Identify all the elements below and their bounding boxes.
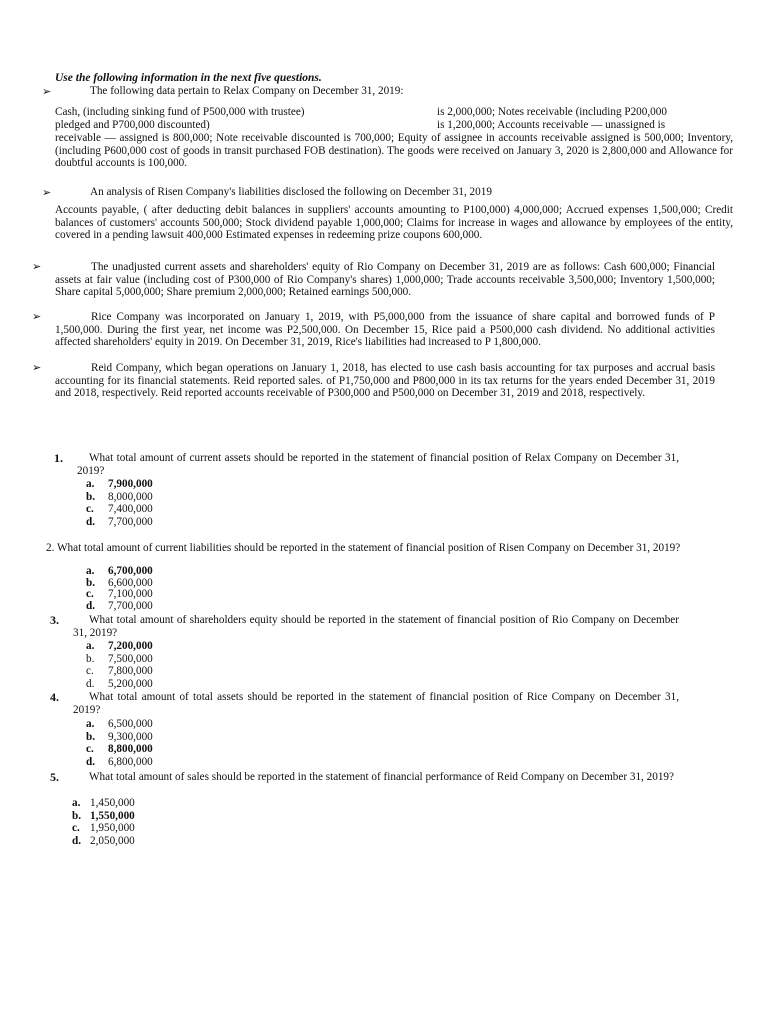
option-d[interactable]	[86, 678, 153, 691]
option-a[interactable]	[72, 797, 135, 810]
option-d[interactable]	[86, 516, 153, 529]
option-value: 6,600,000	[108, 576, 153, 589]
option-letter: b.	[86, 576, 96, 589]
item-1-row2-right: is 1,200,000; Accounts receivable — unassigned is	[437, 119, 666, 131]
option-a[interactable]	[86, 640, 153, 653]
question-4-options	[86, 718, 153, 768]
option-letter: d.	[86, 515, 96, 528]
option-a[interactable]	[86, 718, 153, 731]
option-a[interactable]	[86, 566, 153, 578]
option-letter: a.	[86, 718, 95, 730]
option-letter: c.	[86, 665, 94, 678]
item-2-body: Accounts payable, ( after deducting debit balances in suppliers' accounts amounting to P100,000) 4,000,000; Accrued expenses 1,500,000; Credit balances of customers' accounts 500,000; Stock dividend payable 1,000,000; Claims for increase in wages and allowance by employees of the entity, covered in a pending lawsuit 400,000 Estimated expenses in redeeming prize coupons 600,000.	[55, 204, 733, 242]
question-1-text: What total amount of current assets should be reported in the statement of financial position of Relax Company on December 31, 2019?	[77, 452, 679, 477]
option-value: 7,500,000	[108, 652, 153, 665]
option-d[interactable]	[86, 756, 153, 769]
item-1-row2-left: pledged and P700,000 discounted)	[55, 119, 210, 131]
option-b[interactable]	[86, 653, 153, 666]
bullet-arrow-icon: ➢	[32, 311, 42, 323]
option-letter: a.	[86, 478, 95, 490]
question-1-number: 1.	[54, 451, 63, 465]
option-c[interactable]	[86, 665, 153, 678]
bullet-arrow-icon: ➢	[42, 86, 52, 98]
option-letter: a.	[86, 565, 95, 577]
option-value: 6,800,000	[108, 755, 153, 768]
item-5-body: Reid Company, which began operations on January 1, 2018, has elected to use cash basis accounting for tax purposes and accrual basis accounting for its financial statements. Reid reported sales. of P1,750,000 and P800,000 in its tax returns for the years ended December 31, 2019 and 2018, respectively. Reid reported accounts receivable of P300,000 and P500,000 on December 31, 2019 and 2018, respectively.	[55, 362, 715, 400]
option-value: 5,200,000	[108, 677, 153, 690]
option-b[interactable]	[86, 491, 153, 504]
bullet-arrow-icon: ➢	[42, 187, 52, 199]
item-4-body: Rice Company was incorporated on January 1, 2019, with P5,000,000 from the issuance of share capital and borrowed funds of P 1,500,000. During the first year, net income was P2,500,000. On December 15, Rice paid a P500,000 cash dividend. No additional activities affected shareholders' equity in 2019. On December 31, 2019, Rice's liabilities had increased to P 1,800,000.	[55, 311, 715, 349]
bullet-arrow-icon: ➢	[32, 362, 42, 374]
option-letter: d.	[86, 755, 96, 768]
question-1-options	[86, 478, 153, 528]
question-4-text: What total amount of total assets should be reported in the statement of financial position of Rice Company on December 31, 2019?	[73, 691, 679, 716]
question-5-number: 5.	[50, 770, 59, 784]
question-2-options	[86, 566, 153, 612]
question-3-options	[86, 640, 153, 690]
option-value: 2,050,000	[90, 834, 135, 847]
option-value: 7,800,000	[108, 665, 153, 678]
option-letter: b.	[86, 730, 96, 743]
question-3-number: 3.	[50, 613, 59, 627]
option-letter: b.	[86, 490, 96, 503]
option-value: 7,400,000	[108, 503, 153, 516]
option-d[interactable]	[86, 601, 153, 613]
option-letter: d.	[86, 677, 95, 690]
option-b[interactable]	[86, 731, 153, 744]
item-1-row1-left: Cash, (including sinking fund of P500,000 with trustee)	[55, 106, 305, 118]
option-value: 7,900,000	[108, 478, 153, 490]
option-value: 6,700,000	[108, 565, 153, 577]
intro-heading: Use the following information in the next five questions.	[55, 72, 322, 84]
question-5-text: What total amount of sales should be reported in the statement of financial performance of Reid Company on December 31, 2019?	[89, 771, 674, 783]
option-value: 7,700,000	[108, 515, 153, 528]
option-value: 7,100,000	[108, 588, 153, 600]
question-2-body: What total amount of current liabilities should be reported in the statement of financial position of Risen Company on December 31, 2019?	[57, 542, 681, 554]
option-c[interactable]	[72, 822, 135, 835]
option-letter: c.	[86, 588, 94, 600]
option-value: 7,200,000	[108, 640, 153, 652]
question-2-text	[46, 542, 682, 555]
option-letter: b.	[86, 652, 95, 665]
question-2-number: 2.	[46, 542, 55, 554]
question-4-number: 4.	[50, 690, 59, 704]
option-value: 8,000,000	[108, 490, 153, 503]
option-letter: d.	[86, 599, 96, 612]
option-letter: c.	[72, 822, 80, 835]
item-1-row1-right: is 2,000,000; Notes receivable (including P200,000	[437, 106, 667, 118]
option-d[interactable]	[72, 835, 135, 848]
option-value: 9,300,000	[108, 730, 153, 743]
option-b[interactable]	[72, 810, 135, 823]
option-letter: d.	[72, 834, 82, 847]
option-value: 1,950,000	[90, 822, 135, 835]
question-5-options	[72, 797, 135, 847]
question-3-text: What total amount of shareholders equity should be reported in the statement of financial position of Rio Company on December 31, 2019?	[73, 614, 679, 639]
option-value: 1,450,000	[90, 797, 135, 809]
item-3-body: The unadjusted current assets and shareholders' equity of Rio Company on December 31, 2019 are as follows: Cash 600,000; Financial assets at fair value (including cost of P300,000 of Rio Company's shares) 1,000,000; Trade accounts receivable 3,500,000; Inventory 1,500,000; Share capital 5,000,000; Share premium 2,000,000; Retained earnings 500,000.	[55, 261, 715, 299]
item-1-body: receivable — assigned is 800,000; Note receivable discounted is 700,000; Equity of assignee in accounts receivable assigned is 500,000; Inventory, (including P600,000 cost of goods in transit purchased FOB destination). The goods were received on January 3, 2020 is 2,800,000 and Allowance for doubtful accounts is 100,000.	[55, 132, 733, 170]
option-a[interactable]	[86, 478, 153, 491]
option-value: 6,500,000	[108, 718, 153, 730]
bullet-arrow-icon: ➢	[32, 261, 42, 273]
option-value: 1,550,000	[90, 809, 135, 822]
option-c[interactable]	[86, 743, 153, 756]
option-letter: a.	[72, 797, 81, 809]
item-1-heading: The following data pertain to Relax Company on December 31, 2019:	[90, 85, 404, 97]
item-2-heading: An analysis of Risen Company's liabilities disclosed the following on December 31, 2019	[90, 186, 492, 198]
option-value: 7,700,000	[108, 599, 153, 612]
option-letter: c.	[86, 503, 94, 516]
option-letter: a.	[86, 640, 95, 652]
option-c[interactable]	[86, 589, 153, 601]
option-c[interactable]	[86, 503, 153, 516]
option-letter: b.	[72, 809, 82, 822]
option-value: 8,800,000	[108, 743, 153, 756]
option-letter: c.	[86, 743, 94, 756]
